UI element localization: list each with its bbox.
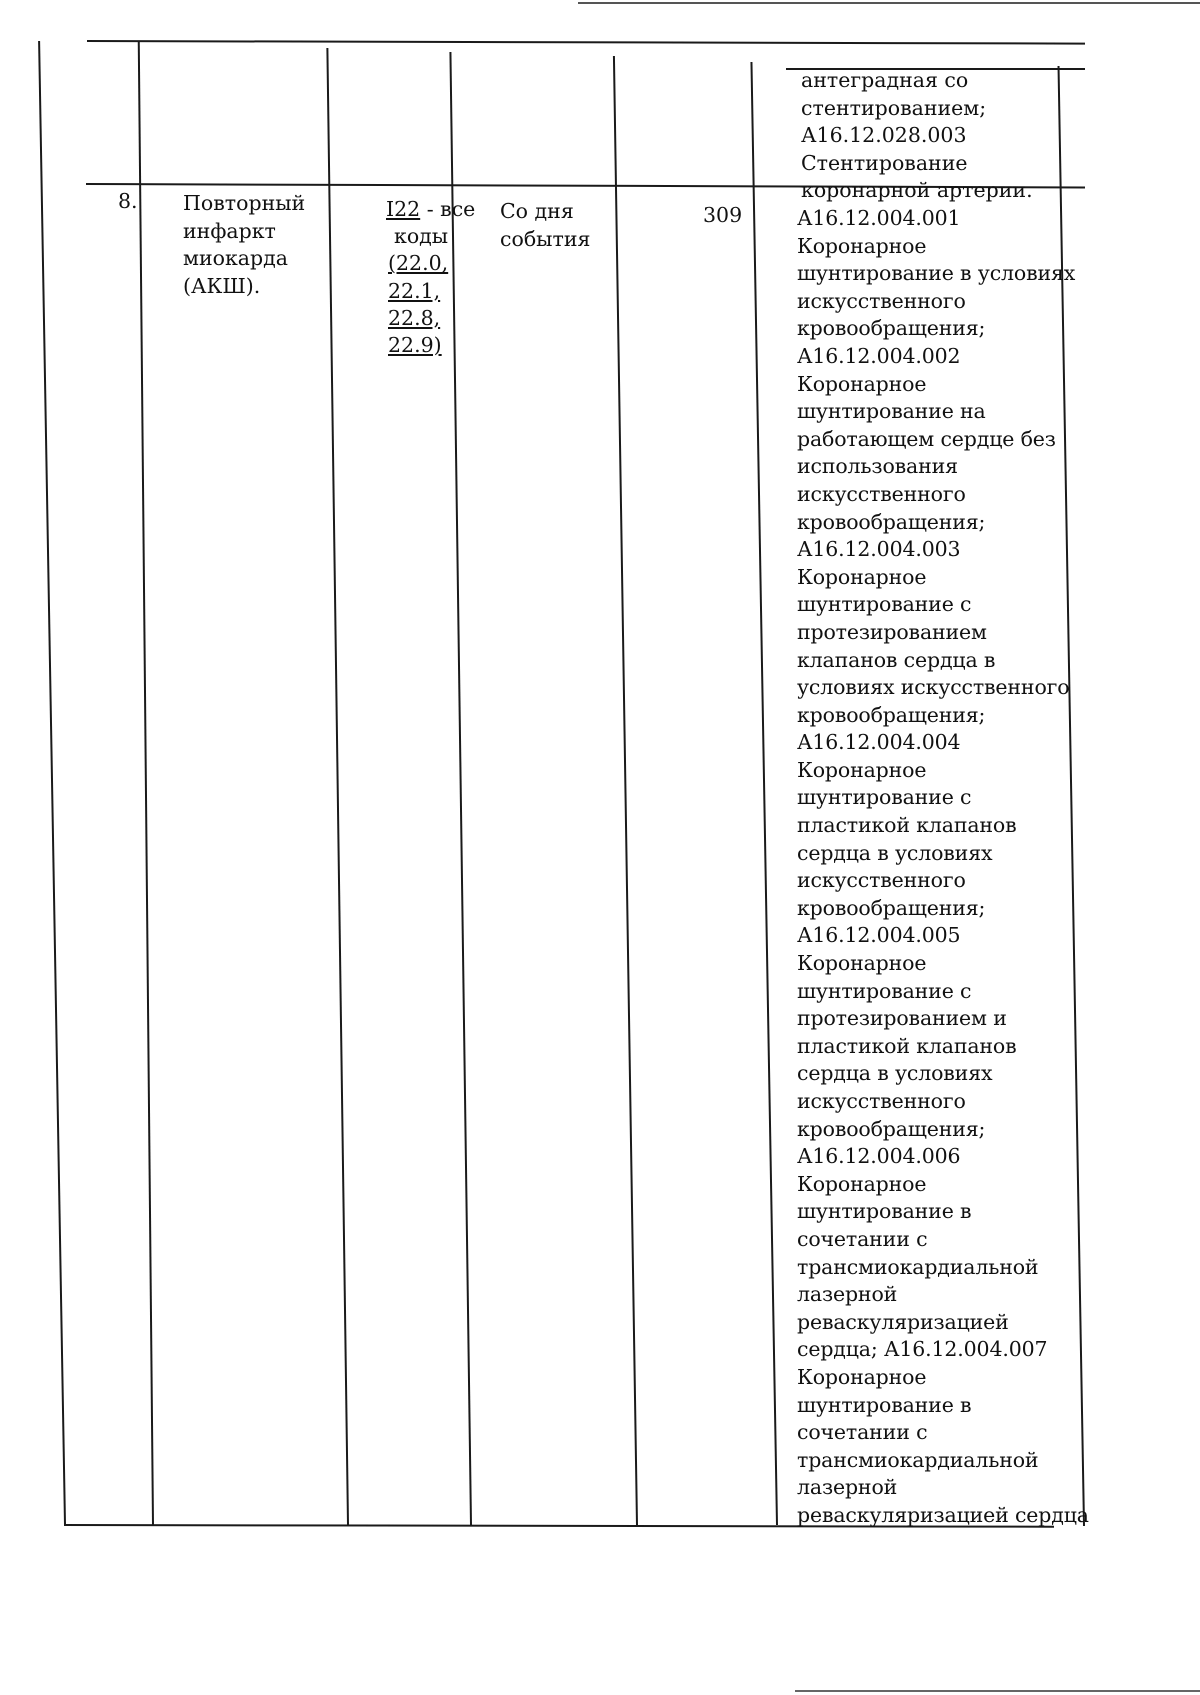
icd-code-link[interactable]: 22.1, [388, 278, 441, 303]
icd-codes [386, 196, 476, 359]
row-number: 8. [118, 189, 138, 213]
column-border-left [38, 41, 66, 1525]
column-border-1 [138, 41, 154, 1525]
icd-code-link[interactable]: (22.0, [388, 251, 449, 276]
period: Со дня события [500, 199, 591, 251]
column-border-5 [750, 62, 778, 1525]
column-border-2 [326, 48, 349, 1525]
continuation-procedures: антеградная со стентированием; А16.12.028.003 Стентирование коронарной артерии. [801, 68, 1033, 203]
column-border-4 [613, 56, 638, 1525]
icd-code-link[interactable]: 22.9) [388, 333, 442, 358]
condition-name: Повторный инфаркт миокарда (АКШ). [183, 191, 306, 298]
icd-word: коды [394, 224, 449, 249]
scan-edge-bottom [795, 1690, 1200, 1692]
icd-code-link[interactable]: 22.8, [388, 305, 441, 330]
table-top-border [87, 40, 1085, 45]
icd-prefix[interactable]: I22 [386, 197, 421, 221]
value: 309 [703, 203, 743, 227]
procedures-list: А16.12.004.001 Коронарное шунтирование в условиях искусственного кровообращения; А16.12.004.002 Коронарное шунтирование на работающем сердце без использования искусственного кровообращения; А16.12.004.003 Коронарное шунтирование с протезированием клапанов сердца в условиях искусственного кровообращения; А16.12.004.004 Коронарное шунтирование с пластикой клапанов сердца в условиях искусственного кровообращения; А16.12.004.005 Коронарное шунтирование с протезированием и пластикой клапанов сердца в условиях искусственного кровообращения; А16.12.004.006 Коронарное шунтирование в сочетании с трансмиокардиальной лазерной реваскуляризацией сердца; А16.12.004.007 Коронарное шунтирование в сочетании с трансмиокардиальной лазерной реваскуляризацией сердца [797, 206, 1089, 1527]
icd-suffix: - все [420, 197, 476, 221]
scan-edge-top [578, 2, 1200, 4]
icd-main-line [386, 196, 476, 223]
